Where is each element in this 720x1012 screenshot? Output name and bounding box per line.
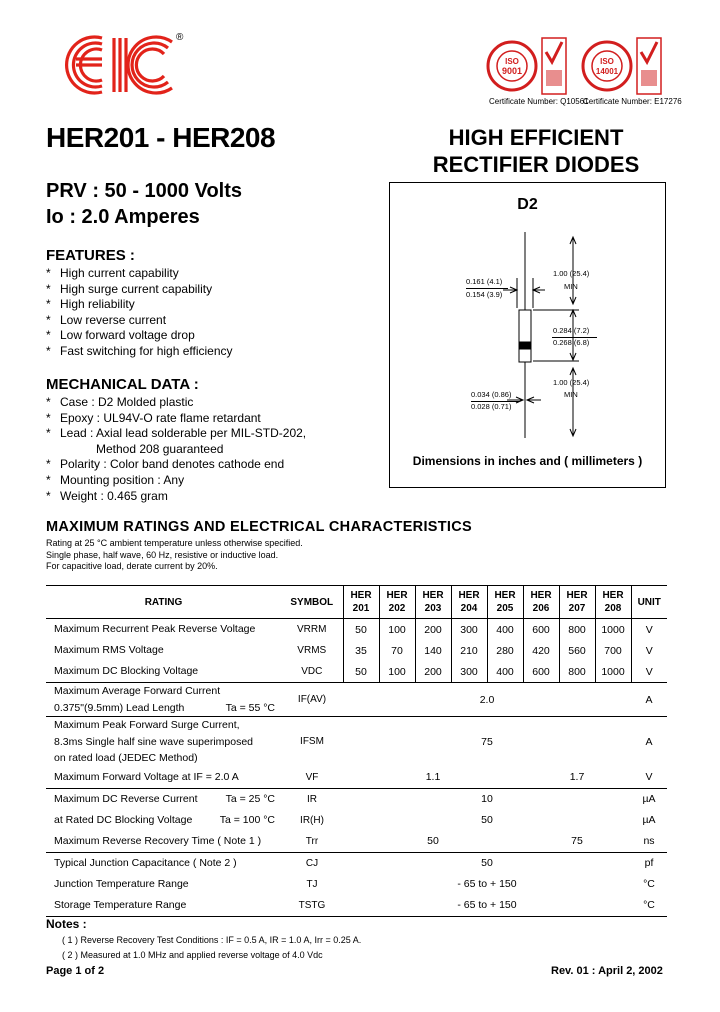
lead-length-top-unit: MIN bbox=[564, 282, 578, 291]
table-row: Maximum Forward Voltage at IF = 2.0 A VF 1.1 1.7 V bbox=[54, 770, 653, 783]
key-specs bbox=[46, 178, 242, 230]
lead-length-bottom: 1.00 (25.4) bbox=[553, 378, 590, 387]
lead-length-top: 1.00 (25.4) bbox=[553, 269, 590, 278]
category-line-1: HIGH EFFICIENT bbox=[448, 125, 624, 150]
cert-caption-14001: Certificate Number: E17276 bbox=[583, 97, 682, 106]
list-item: * Low reverse current bbox=[46, 312, 167, 327]
table-row: Storage Temperature Range TSTG - 65 to + 150 °C bbox=[46, 895, 667, 917]
ratings-conditions bbox=[46, 538, 303, 573]
wire-dia-max: 0.034 (0.86) bbox=[471, 390, 512, 399]
prv-spec: PRV : 50 - 1000 Volts bbox=[46, 180, 243, 202]
table-header-row bbox=[46, 586, 667, 619]
condition-line: Single phase, half wave, 60 Hz, resistive or inductive load. bbox=[46, 549, 279, 560]
col-part: HER 208 bbox=[595, 586, 631, 619]
features-section bbox=[46, 247, 233, 360]
body-length-max: 0.284 (7.2) bbox=[553, 326, 590, 335]
category-line-2: RECTIFIER DIODES bbox=[432, 152, 640, 177]
diagram-caption: Dimensions in inches and ( millimeters ) bbox=[412, 454, 643, 468]
col-part: HER 205 bbox=[487, 586, 523, 619]
body-length-min: 0.268 (6.8) bbox=[553, 338, 590, 347]
list-item: * High current capability bbox=[46, 266, 179, 280]
condition-line: For capacitive load, derate current by 20%. bbox=[46, 561, 218, 571]
col-part: HER 207 bbox=[559, 586, 595, 619]
list-item: * Polarity : Color band denotes cathode end bbox=[46, 457, 285, 472]
lead-length-bottom-unit: MIN bbox=[564, 390, 578, 399]
col-part: HER 203 bbox=[415, 586, 451, 619]
registered-mark: ® bbox=[176, 32, 184, 43]
col-part: HER 201 bbox=[343, 586, 379, 619]
cert-caption-9001: Certificate Number: Q10561 bbox=[489, 97, 589, 106]
table-row: Maximum Peak Forward Surge Current, 8.3ms Single half sine wave superimposed on rated load (JEDEC Method) IFSM 75 A bbox=[46, 717, 667, 767]
notes-heading: Notes : bbox=[46, 917, 87, 931]
features-list bbox=[46, 266, 233, 360]
col-part: HER 202 bbox=[379, 586, 415, 619]
eic-logo bbox=[62, 32, 184, 98]
note-2: ( 2 ) Measured at 1.0 MHz and applied reverse voltage of 4.0 Vdc bbox=[62, 950, 323, 960]
fraction-bar bbox=[471, 401, 519, 402]
table-row: Maximum RMS Voltage VRMS 35 70 140 210 280 420 560 700 V bbox=[46, 640, 667, 661]
col-part: HER 206 bbox=[523, 586, 559, 619]
table-row: Maximum DC Reverse Current Ta = 25 °C IR 10 µA bbox=[46, 788, 667, 810]
col-rating: RATING bbox=[46, 586, 281, 619]
list-item-continuation: Method 208 guaranteed bbox=[96, 441, 224, 456]
col-symbol: SYMBOL bbox=[281, 586, 343, 619]
list-item: * Lead : Axial lead solderable per MIL-STD-202, bbox=[46, 426, 307, 441]
list-item: * Mounting position : Any bbox=[46, 472, 185, 487]
io-spec: Io : 2.0 Amperes bbox=[46, 206, 200, 228]
mechanical-list bbox=[46, 395, 306, 504]
iso14001-badge bbox=[581, 30, 663, 98]
mechanical-heading: MECHANICAL DATA : bbox=[46, 376, 199, 393]
package-name: D2 bbox=[517, 196, 538, 213]
list-item: * Case : D2 Molded plastic bbox=[46, 395, 194, 409]
table-row: Typical Junction Capacitance ( Note 2 ) CJ 50 pf bbox=[46, 852, 667, 874]
iso9001-badge bbox=[486, 30, 568, 98]
note-1: ( 1 ) Reverse Recovery Test Conditions : IF = 0.5 A, IR = 1.0 A, Irr = 0.25 A. bbox=[62, 935, 362, 945]
fraction-bar bbox=[552, 337, 597, 338]
body-dia-min: 0.154 (3.9) bbox=[466, 290, 503, 299]
table-row: Maximum Average Forward Current 0.375"(9.5mm) Lead Length Ta = 55 °C IF(AV) 2.0 A bbox=[46, 683, 667, 717]
ratings-table bbox=[46, 585, 667, 917]
list-item: * Low forward voltage drop bbox=[46, 328, 195, 343]
revision-date: Rev. 01 : April 2, 2002 bbox=[551, 965, 663, 977]
condition-line: Rating at 25 °C ambient temperature unless otherwise specified. bbox=[46, 538, 303, 548]
mechanical-section bbox=[46, 376, 306, 504]
diode-outline-drawing bbox=[389, 182, 666, 488]
features-heading: FEATURES : bbox=[46, 247, 135, 264]
table-row: Maximum Reverse Recovery Time ( Note 1 ) Trr 50 75 ns bbox=[54, 834, 655, 847]
col-part: HER 204 bbox=[451, 586, 487, 619]
col-unit: UNIT bbox=[631, 586, 667, 619]
list-item: * High surge current capability bbox=[46, 281, 213, 296]
list-item: * Fast switching for high efficiency bbox=[46, 343, 233, 358]
fraction-bar bbox=[466, 288, 508, 289]
wire-dia-min: 0.028 (0.71) bbox=[471, 402, 512, 411]
ratings-heading: MAXIMUM RATINGS AND ELECTRICAL CHARACTERISTICS bbox=[46, 519, 472, 535]
svg-text:14001: 14001 bbox=[595, 67, 619, 76]
list-item: * Epoxy : UL94V-O rate flame retardant bbox=[46, 410, 261, 425]
table-row: Junction Temperature Range TJ - 65 to + 150 °C bbox=[54, 877, 655, 890]
page-number: Page 1 of 2 bbox=[46, 965, 105, 977]
svg-text:ISO: ISO bbox=[600, 57, 614, 66]
list-item: * High reliability bbox=[46, 297, 135, 312]
table-row: Maximum DC Blocking Voltage VDC 50 100 200 300 400 600 800 1000 V bbox=[46, 661, 667, 683]
category-title bbox=[405, 124, 667, 178]
svg-text:ISO: ISO bbox=[505, 57, 519, 66]
table-row: at Rated DC Blocking Voltage Ta = 100 °C IR(H) 50 µA bbox=[54, 813, 656, 826]
part-range-title: HER201 - HER208 bbox=[46, 122, 276, 153]
body-dia-max: 0.161 (4.1) bbox=[466, 277, 503, 286]
svg-text:9001: 9001 bbox=[501, 66, 523, 76]
list-item: * Weight : 0.465 gram bbox=[46, 488, 168, 503]
table-row: Maximum Recurrent Peak Reverse Voltage VRRM 50 100 200 300 400 600 800 1000 V bbox=[46, 619, 667, 641]
